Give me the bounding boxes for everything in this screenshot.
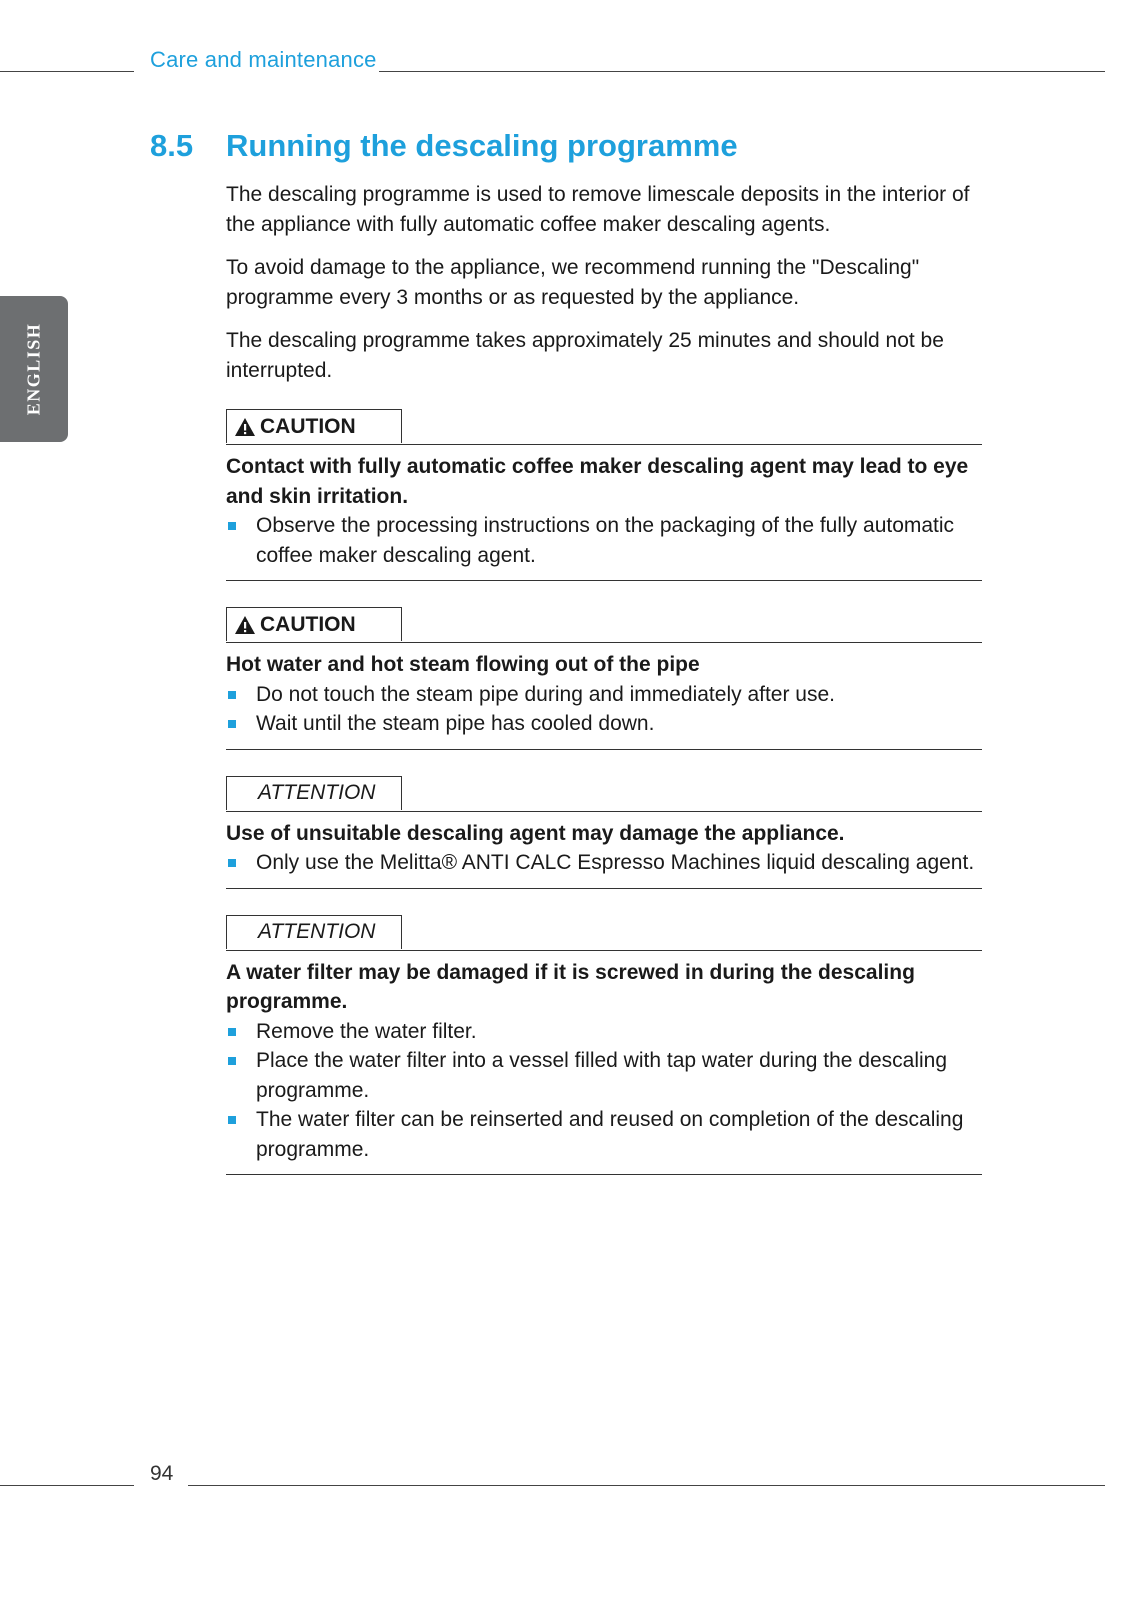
notice-body [226,951,982,1176]
notice-body [226,643,982,750]
footer-rule-left [0,1485,134,1486]
notice-list [226,1017,982,1165]
notice-body [226,445,982,581]
notice-title: Contact with fully automatic coffee maker descaling agent may lead to eye and skin irritation. [226,455,969,508]
list-item: Do not touch the steam pipe during and immediately after use. [226,680,982,710]
square-bullet-icon [228,1057,236,1065]
list-item: Wait until the steam pipe has cooled down. [226,709,982,739]
notice-list [226,511,982,570]
language-tab [0,296,68,442]
list-item: Only use the Melitta® ANTI CALC Espresso Machines liquid descaling agent. [226,848,982,878]
list-item: Remove the water filter. [226,1017,982,1047]
square-bullet-icon [228,691,236,699]
notice-header [226,409,982,445]
notice-header [226,776,982,812]
warning-triangle-icon [234,615,256,635]
footer-rule-right [188,1485,1105,1486]
square-bullet-icon [228,720,236,728]
notice-list [226,680,982,739]
notice-list [226,848,982,878]
warning-triangle-icon [234,417,256,437]
attention-label-box [226,776,402,810]
caution-notice-hot-steam [226,607,982,750]
attention-notice-water-filter [226,915,982,1176]
attention-label: ATTENTION [258,781,376,804]
page-number: 94 [150,1462,174,1485]
language-label: ENGLISH [23,322,44,416]
square-bullet-icon [228,1116,236,1124]
section-number: 8.5 [150,128,194,163]
square-bullet-icon [228,1028,236,1036]
notice-header [226,915,982,951]
caution-label-box [226,607,402,641]
notice-title: Use of unsuitable descaling agent may damage the appliance. [226,821,845,845]
square-bullet-icon [228,859,236,867]
caution-label: CAUTION [260,414,356,438]
section-title: Running the descaling programme [226,128,738,163]
attention-label-box [226,915,402,949]
notice-title: Hot water and hot steam flowing out of the pipe [226,653,700,676]
section-content [226,180,982,1175]
list-item: Place the water filter into a vessel filled with tap water during the descaling programme. [226,1046,982,1105]
attention-label: ATTENTION [258,920,376,943]
list-item: The water filter can be reinserted and reused on completion of the descaling programme. [226,1105,982,1164]
notice-title: A water filter may be damaged if it is screwed in during the descaling programme. [226,960,915,1013]
intro-paragraph: The descaling programme is used to remove limescale deposits in the interior of the appliance with fully automatic coffee maker descaling agents. [226,183,970,236]
caution-label-box [226,409,402,443]
recommendation-paragraph: To avoid damage to the appliance, we recommend running the "Descaling" programme every 3 months or as requested by the appliance. [226,256,920,309]
list-item: Observe the processing instructions on the packaging of the fully automatic coffee maker descaling agent. [226,511,982,570]
header-rule-right [379,71,1105,72]
attention-notice-descaling-agent [226,776,982,889]
header-rule-left [0,71,134,72]
notice-body [226,812,982,889]
square-bullet-icon [228,522,236,530]
notice-header [226,607,982,643]
caution-label: CAUTION [260,612,356,636]
caution-notice-descaling-agent [226,409,982,581]
running-header: Care and maintenance [150,47,377,72]
duration-paragraph: The descaling programme takes approximately 25 minutes and should not be interrupted. [226,329,944,382]
